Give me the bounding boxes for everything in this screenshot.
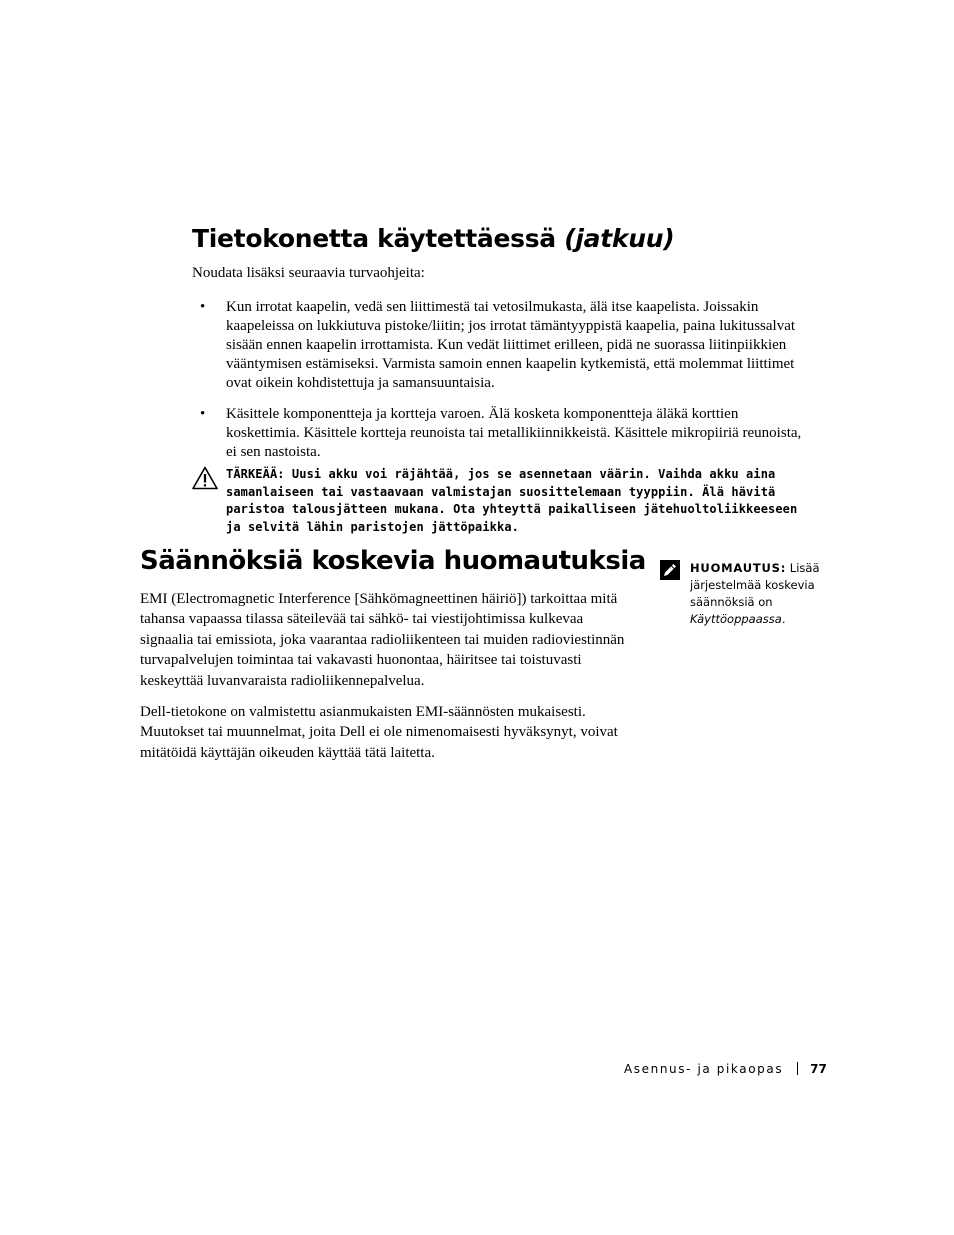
bullet-item	[192, 405, 812, 462]
emi-paragraph: EMI (Electromagnetic Interference [Sähkömagneettinen häiriö]) tarkoittaa mitä tahansa vapaassa tilassa säteilevää tai sähkö- tai viestijohtimissa kulkevaa signaalia tai emissiota, joka vaarantaa radioliikenteen tai muiden radioviestinnän turvapalvelujen toimintaa tai vakavasti huonontaa, häiritsee tai toistuvasti keskeyttää luvanvaraista radioliikennepalvelua.	[140, 591, 625, 689]
bullet-marker: •	[200, 299, 206, 315]
intro-text: Noudata lisäksi seuraavia turvaohjeita:	[192, 265, 425, 281]
section-title-continued: (jatkuu)	[564, 224, 675, 253]
warning-text: TÄRKEÄÄ: Uusi akku voi räjähtää, jos se asennetaan väärin. Vaihda akku aina samanlaiseen tai vastaavaan valmistajan suosittelemaan tyyppiin. Älä hävitä paristoa talousjätteen mukana. Ota yhteyttä paikalliseen jätehuoltoliikkeeseen ja selvitä lähin paristojen jättöpaikka.	[226, 467, 798, 534]
note-period: .	[781, 612, 786, 626]
page-footer	[624, 1062, 827, 1076]
note-body: Lisää järjestelmää koskevia säännöksiä on	[690, 561, 820, 609]
warning-triangle-icon	[192, 466, 218, 490]
bullet-text: Käsittele komponentteja ja kortteja varoen. Älä kosketa komponentteja äläkä korttien koskettimia. Käsittele kortteja reunoista tai metallikiinnikkeistä. Käsittele mikropiiriä reunoista, ei sen nastoista.	[226, 406, 802, 460]
note-label: HUOMAUTUS:	[690, 561, 787, 575]
footer-divider	[797, 1062, 798, 1075]
note-callout	[660, 560, 840, 628]
dell-emi-paragraph: Dell-tietokone on valmistettu asianmukaisten EMI-säännösten mukaisesti. Muutokset tai muunnelmat, joita Dell ei ole nimenomaisesti hyväksynyt, voivat mitätöidä käyttäjän oikeuden käyttää tätä laitetta.	[140, 704, 618, 761]
section-title-using-computer	[192, 224, 674, 253]
warning-callout	[192, 466, 802, 536]
bullet-item	[192, 298, 812, 393]
page-number: 77	[810, 1062, 827, 1076]
safety-bullet-list	[192, 298, 812, 474]
note-pencil-icon	[660, 560, 680, 580]
note-text	[690, 560, 840, 628]
footer-guide-title: Asennus- ja pikaopas	[624, 1062, 784, 1076]
section-title-regulatory: Säännöksiä koskevia huomautuksia	[140, 546, 646, 576]
bullet-marker: •	[200, 406, 206, 422]
note-reference: Käyttöoppaassa	[690, 612, 782, 626]
section-title-text: Tietokonetta käytettäessä	[192, 224, 556, 253]
bullet-text: Kun irrotat kaapelin, vedä sen liittimestä tai vetosilmukasta, älä itse kaapelista. Joissakin kaapeleissa on lukkiutuva pistoke/liitin; jos irrotat tämäntyyppistä kaapelia, paina lukitussalvat sisään ennen kaapelin irrottamista. Kun vedät liittimet erilleen, pidä ne suorassa liitinpiikkien vääntymisen estämiseksi. Varmista samoin ennen kaapelin kytkemistä, että molemmat liittimet ovat oikein kohdistettuja ja samansuuntaisia.	[226, 299, 796, 391]
